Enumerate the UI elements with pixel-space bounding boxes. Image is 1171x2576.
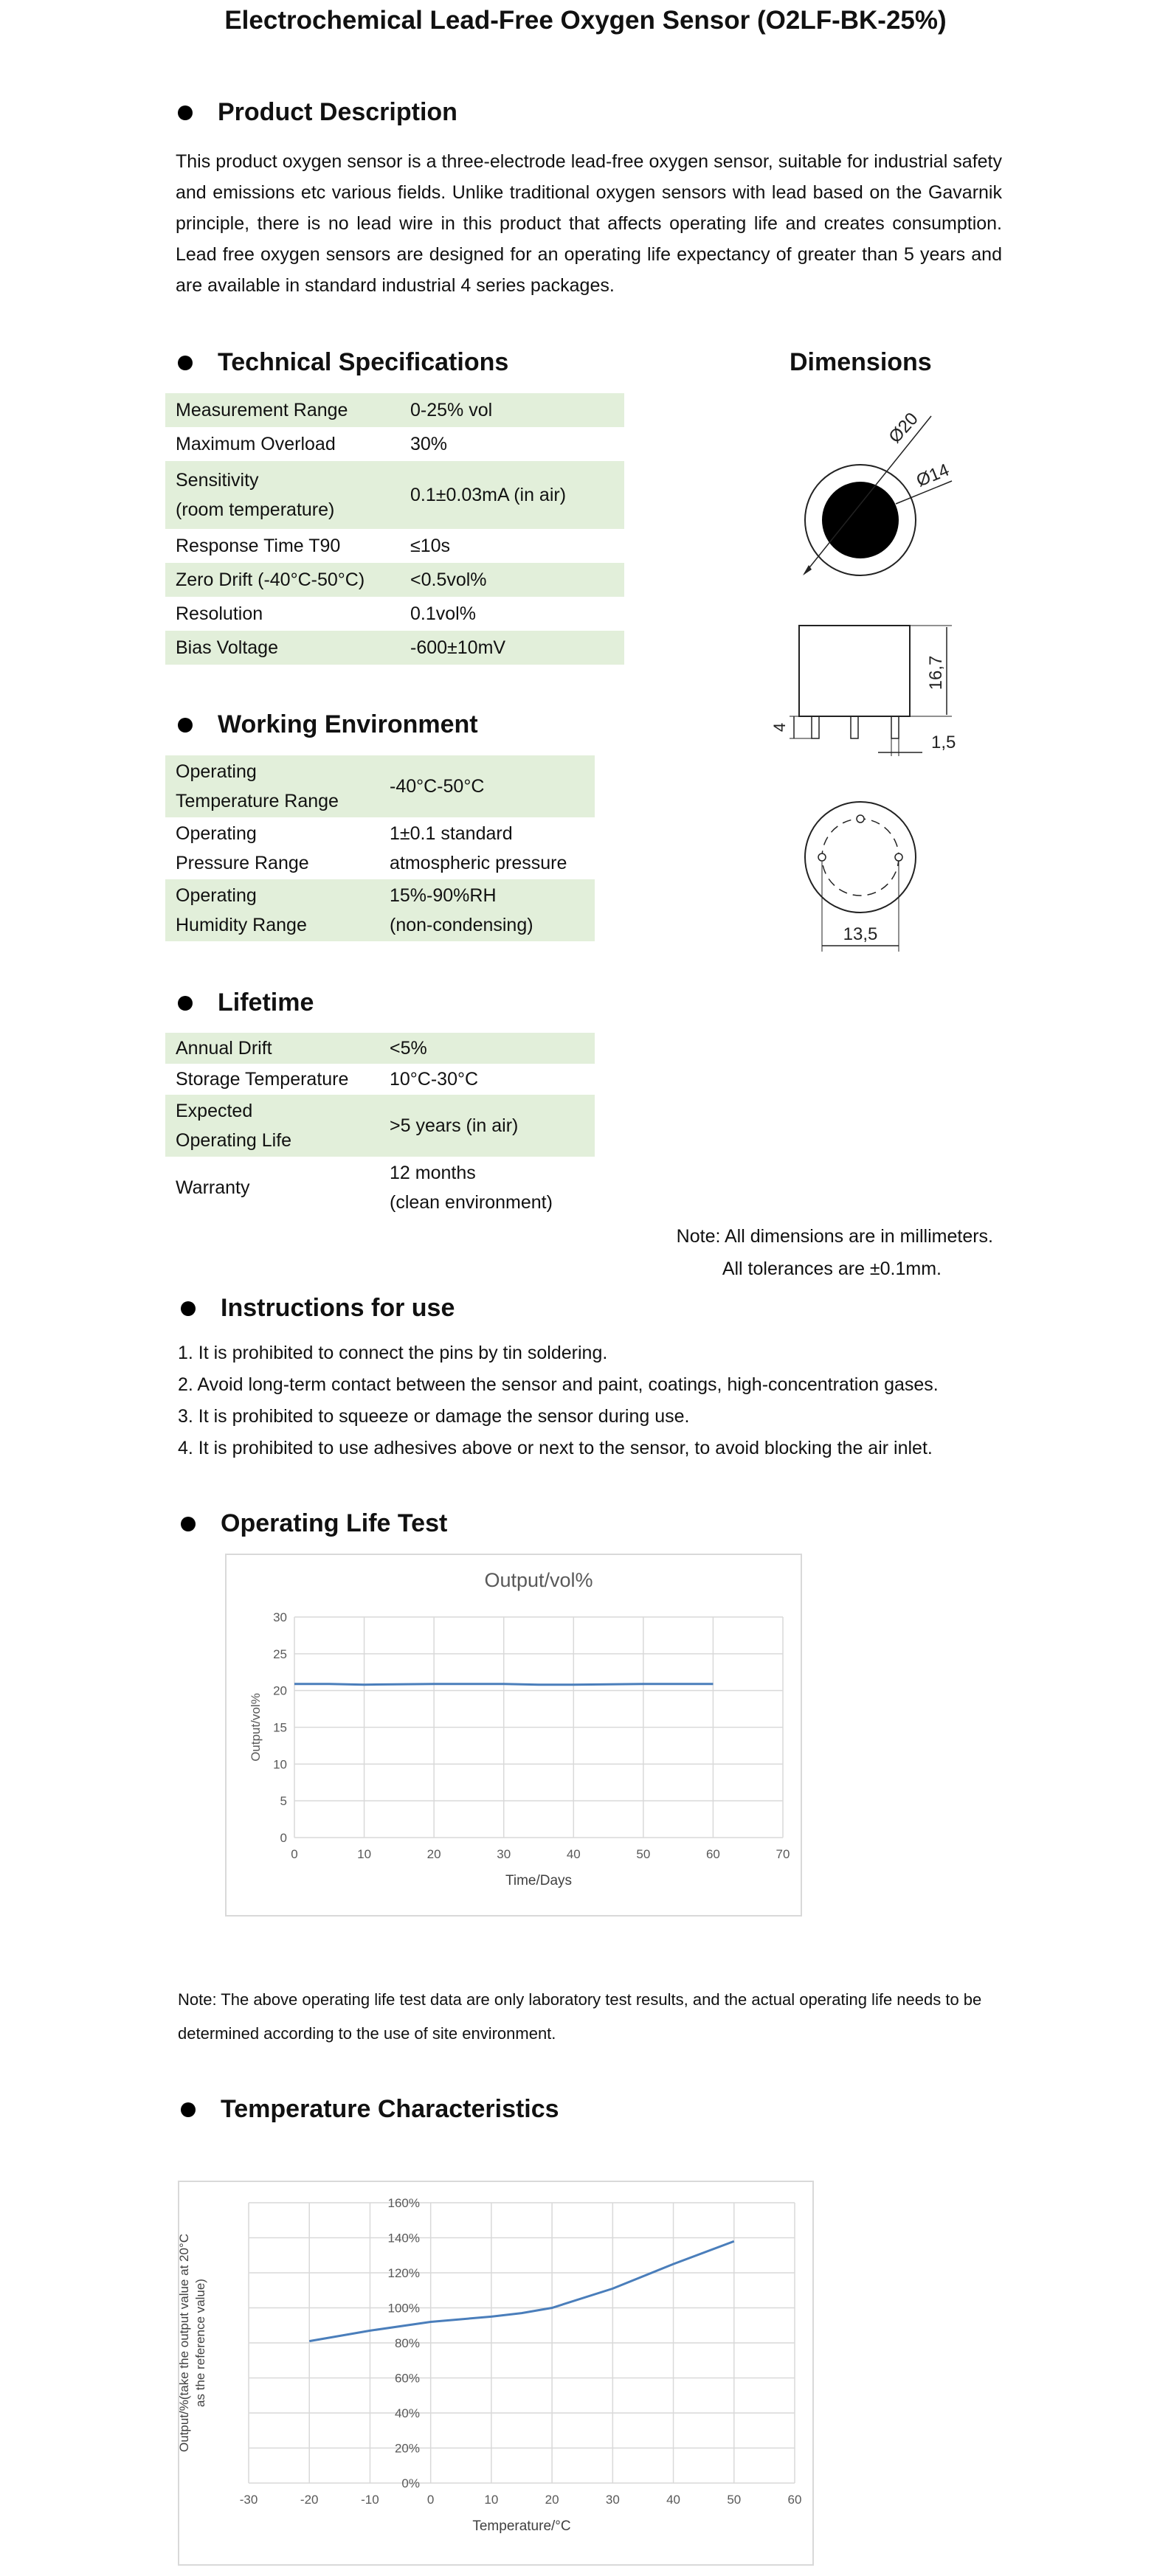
x-tick-label: 40 <box>666 2493 681 2507</box>
row-value: 30% <box>410 434 448 454</box>
bullet-icon <box>181 1517 196 1531</box>
y-tick-label: 15 <box>273 1720 287 1735</box>
row-value: 12 months (clean environment) <box>390 1163 553 1213</box>
list-item: 3. It is prohibited to squeeze or damage the sensor during use. <box>178 1406 690 1427</box>
row-value: -40°C-50°C <box>379 755 595 817</box>
row-label: Measurement Range <box>165 393 400 427</box>
pin-middle <box>851 716 858 738</box>
row-label: Response Time T90 <box>176 536 341 556</box>
table-row <box>165 427 624 461</box>
bullet-icon <box>181 1301 196 1316</box>
working-environment-table <box>165 755 595 941</box>
row-value: <5% <box>379 1033 595 1064</box>
row-value: 15%-90%RH (non-condensing) <box>379 879 595 941</box>
operating-life-note: Note: The above operating life test data are only laboratory test results, and the actual operating life needs to be determined according to the use of site environment. <box>178 1990 982 2043</box>
row-value: 1±0.1 standard atmospheric pressure <box>390 823 567 873</box>
section-heading-lifetime <box>178 988 314 1017</box>
row-label: Operating Humidity Range <box>165 879 379 941</box>
y-tick-label: 100% <box>387 2301 420 2316</box>
table-row <box>165 817 595 879</box>
bullet-icon <box>178 356 193 370</box>
dimensions-note-line2: All tolerances are ±0.1mm. <box>722 1258 942 1279</box>
technical-specifications-table <box>165 393 624 665</box>
x-tick-label: 60 <box>787 2493 802 2507</box>
section-heading-working-environment <box>178 710 478 739</box>
bullet-icon <box>178 996 193 1011</box>
row-label: Zero Drift (-40°C-50°C) <box>165 563 400 597</box>
temperature-chart <box>179 2182 812 2564</box>
row-label: Operating Temperature Range <box>165 755 379 817</box>
table-row <box>165 597 624 631</box>
product-description-text: This product oxygen sensor is a three-electrode lead-free oxygen sensor, suitable for industrial safety and emissions etc various fields. Unlike traditional oxygen sensors with lead based on the Gavarnik principle, there is no lead wire in this product that affects operating life and creates consumption. Lead free oxygen sensors are designed for an operating life expectancy of greater than 5 years and are available in standard industrial 4 series packages. <box>176 151 1002 296</box>
row-value: 0.1vol% <box>410 603 476 624</box>
lifetime-table <box>165 1033 595 1219</box>
x-tick-label: 70 <box>776 1847 790 1861</box>
lifetime-heading: Lifetime <box>218 988 314 1017</box>
row-value: ≤10s <box>410 536 451 556</box>
dimensions-note-line1: Note: All dimensions are in millimeters. <box>676 1226 993 1247</box>
y-tick-label: 0 <box>280 1831 287 1845</box>
table-row <box>165 529 624 563</box>
y-tick-label: 0% <box>401 2476 420 2490</box>
row-label: Warranty <box>176 1177 250 1198</box>
table-row <box>165 1157 595 1219</box>
y-tick-label: 25 <box>273 1647 287 1661</box>
bullet-icon <box>178 105 193 120</box>
y-tick-label: 140% <box>387 2231 420 2246</box>
y-tick-label: 80% <box>394 2336 420 2350</box>
section-heading-product-description <box>178 98 457 127</box>
table-row <box>165 461 624 529</box>
pin-width-label: 1,5 <box>931 733 956 752</box>
height-label: 16,7 <box>926 655 946 690</box>
operating-life-test-heading: Operating Life Test <box>221 1509 448 1537</box>
x-tick-label: -20 <box>300 2493 319 2507</box>
table-row <box>165 393 624 427</box>
x-tick-label: -30 <box>239 2493 258 2507</box>
section-heading-instructions <box>181 1294 455 1323</box>
bullet-icon <box>178 718 193 733</box>
x-tick-label: 20 <box>545 2493 559 2507</box>
list-item: 1. It is prohibited to connect the pins by tin soldering. <box>178 1343 608 1363</box>
y-tick-label: 160% <box>387 2196 420 2210</box>
x-tick-label: 20 <box>426 1847 441 1861</box>
row-value: 10°C-30°C <box>390 1069 479 1090</box>
row-value: 0-25% vol <box>400 393 624 427</box>
section-heading-temperature-characteristics <box>181 2095 559 2124</box>
y-axis-label: Output/vol% <box>249 1693 263 1762</box>
series-line <box>309 2241 734 2341</box>
page-title: Electrochemical Lead-Free Oxygen Sensor (O2LF-BK-25%) <box>224 6 947 35</box>
row-label: Resolution <box>176 603 263 624</box>
x-tick-label: 10 <box>357 1847 372 1861</box>
section-heading-technical-specifications <box>178 348 508 377</box>
table-row <box>165 563 624 597</box>
table-row <box>165 1095 595 1157</box>
dimensions-note <box>635 1220 993 1285</box>
y-tick-label: 20% <box>394 2441 420 2456</box>
dimensions-heading: Dimensions <box>790 348 932 376</box>
row-value: >5 years (in air) <box>379 1095 595 1157</box>
x-tick-label: 50 <box>636 1847 651 1861</box>
x-tick-label: -10 <box>361 2493 379 2507</box>
operating-life-chart-frame <box>225 1554 802 1917</box>
row-value: -600±10mV <box>400 631 624 665</box>
row-label: Storage Temperature <box>176 1069 349 1090</box>
series-line <box>294 1684 713 1685</box>
x-tick-label: 30 <box>605 2493 620 2507</box>
y-tick-label: 10 <box>273 1757 287 1772</box>
row-label: Bias Voltage <box>165 631 400 665</box>
chart-title: Output/vol% <box>484 1569 593 1591</box>
dimensions-drawing <box>738 398 1004 966</box>
inner-inlet <box>822 482 899 558</box>
table-row <box>165 631 624 665</box>
technical-specifications-heading: Technical Specifications <box>218 348 509 376</box>
instructions-list <box>178 1337 1004 1464</box>
instructions-heading: Instructions for use <box>221 1294 455 1322</box>
d20-label: Ø20 <box>885 409 922 448</box>
row-label: Expected Operating Life <box>165 1095 379 1157</box>
operating-life-chart <box>227 1555 801 1915</box>
x-tick-label: 0 <box>291 1847 298 1861</box>
x-tick-label: 40 <box>566 1847 581 1861</box>
x-tick-label: 50 <box>727 2493 742 2507</box>
pin-length-label: 4 <box>770 722 789 733</box>
x-tick-label: 0 <box>426 2493 435 2507</box>
list-item: 4. It is prohibited to use adhesives above or next to the sensor, to avoid blocking the air inlet. <box>178 1438 933 1458</box>
table-row <box>165 755 595 817</box>
temperature-chart-frame <box>178 2181 814 2566</box>
side-body-outline <box>799 626 910 716</box>
d14-label: Ø14 <box>913 460 953 491</box>
pin-circle <box>822 819 899 896</box>
pin-right <box>891 716 899 738</box>
temperature-characteristics-heading: Temperature Characteristics <box>221 2095 559 2123</box>
x-tick-label: 10 <box>484 2493 499 2507</box>
table-row <box>165 1064 595 1095</box>
y-tick-label: 20 <box>273 1683 287 1698</box>
table-row <box>165 1033 595 1064</box>
row-label: Operating Pressure Range <box>176 823 309 873</box>
x-tick-label: 60 <box>705 1847 720 1861</box>
y-tick-label: 60% <box>394 2371 420 2386</box>
list-item: 2. Avoid long-term contact between the sensor and paint, coatings, high-concentration gases. <box>178 1374 939 1395</box>
x-tick-label: 30 <box>497 1847 511 1861</box>
row-value: <0.5vol% <box>400 563 624 597</box>
pin-spacing-label: 13,5 <box>843 924 878 944</box>
product-description-heading: Product Description <box>218 98 457 126</box>
x-axis-label: Time/Days <box>505 1873 573 1888</box>
y-tick-label: 120% <box>387 2266 420 2280</box>
y-axis-label: Output/%(take the output value at 20°C as the reference value) <box>177 2234 207 2452</box>
row-value: 0.1±0.03mA (in air) <box>400 461 624 529</box>
table-row <box>165 879 595 941</box>
section-heading-operating-life-test <box>181 1509 447 1538</box>
y-tick-label: 30 <box>273 1610 287 1624</box>
bullet-icon <box>181 2102 196 2117</box>
y-tick-label: 40% <box>394 2406 420 2420</box>
row-label: Sensitivity (room temperature) <box>165 461 400 529</box>
x-axis-label: Temperature/°C <box>472 2518 571 2534</box>
y-tick-label: 5 <box>280 1794 287 1809</box>
pin-left <box>812 716 819 738</box>
working-environment-heading: Working Environment <box>218 710 478 738</box>
row-label: Annual Drift <box>165 1033 379 1064</box>
row-label: Maximum Overload <box>176 434 336 454</box>
